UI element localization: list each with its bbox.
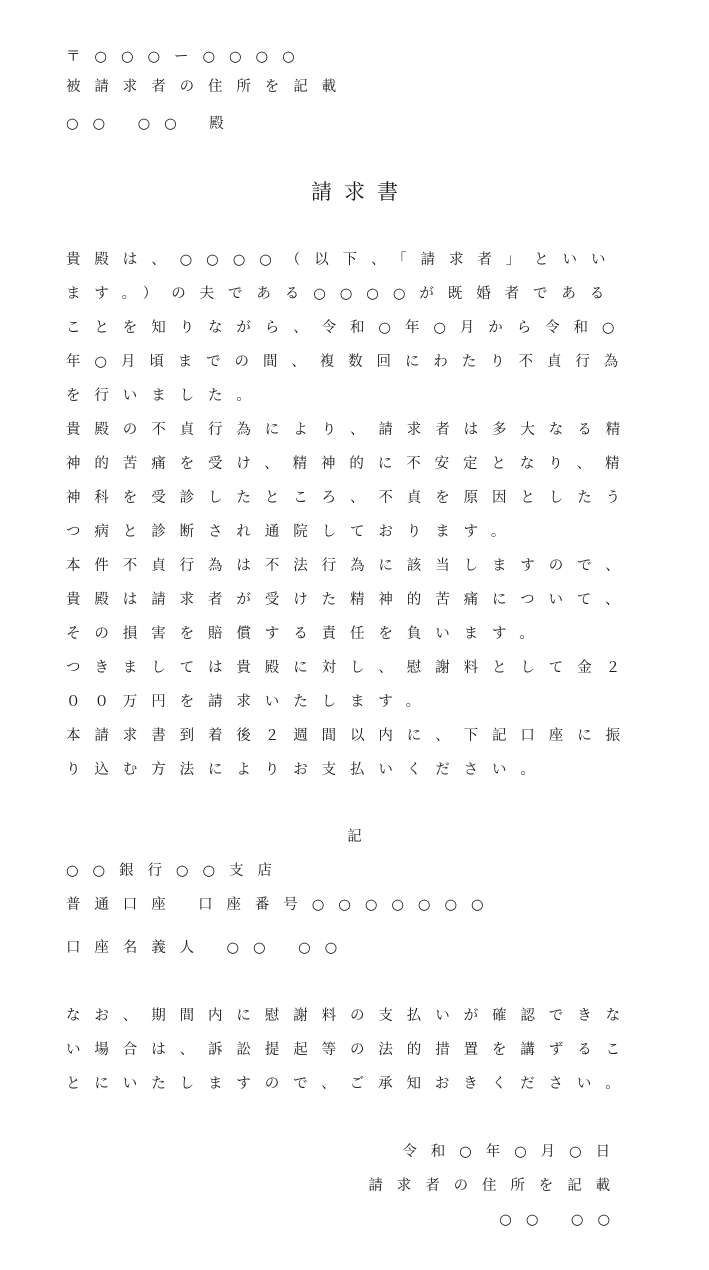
recipient-postal-code: 〒○○○ー○○○○: [66, 49, 309, 65]
sender-address: 請求者の住所を記載: [368, 1178, 624, 1194]
body-line: つきましては貴殿に対し、慰謝料として金２: [66, 660, 634, 676]
sender-date: 令和○年○月○日: [402, 1144, 624, 1160]
closing-line: い場合は、訴訟提起等の法的措置を講ずるこ: [66, 1042, 634, 1058]
body-line: その損害を賠償する責任を負います。: [66, 626, 548, 642]
bank-account-number: 普通口座 口座番号○○○○○○○: [66, 897, 498, 913]
body-line: 貴殿は請求者が受けた精神的苦痛について、: [66, 592, 634, 608]
closing-line: なお、期間内に慰謝料の支払いが確認できな: [66, 1008, 634, 1024]
body-line: 本請求書到着後２週間以内に、下記口座に振: [66, 728, 634, 744]
body-line: を行いました。: [66, 388, 265, 404]
document-title: 請求書: [311, 180, 410, 204]
bank-account-holder: 口座名義人 ○○ ○○: [66, 940, 352, 956]
body-line: つ病と診断され通院しております。: [66, 524, 520, 540]
closing-line: とにいたしますので、ご承知おきください。: [66, 1076, 634, 1092]
bank-branch: ○○銀行○○支店: [66, 863, 286, 879]
body-line: り込む方法によりお支払いください。: [66, 762, 549, 778]
recipient-address: 被請求者の住所を記載: [66, 79, 350, 95]
body-line: 神科を受診したところ、不貞を原因としたう: [66, 490, 634, 506]
body-line: 貴殿は、○○○○（以下、「請求者」といい: [66, 252, 620, 268]
body-line: 年○月頃までの間、複数回にわたり不貞行為: [66, 354, 633, 370]
body-line: 神的苦痛を受け、精神的に不安定となり、精: [66, 456, 634, 472]
body-line: ００万円を請求いたします。: [66, 694, 435, 710]
body-line: 本件不貞行為は不法行為に該当しますので、: [66, 558, 634, 574]
body-line: ことを知りながら、令和○年○月から令和○: [66, 320, 629, 336]
sender-name: ○○ ○○: [499, 1212, 624, 1228]
body-line: ます。）の夫である○○○○が既婚者である: [66, 286, 619, 302]
ki-heading: 記: [347, 829, 362, 845]
body-line: 貴殿の不貞行為により、請求者は多大なる精: [66, 422, 634, 438]
recipient-name: ○○ ○○ 殿: [66, 116, 238, 132]
